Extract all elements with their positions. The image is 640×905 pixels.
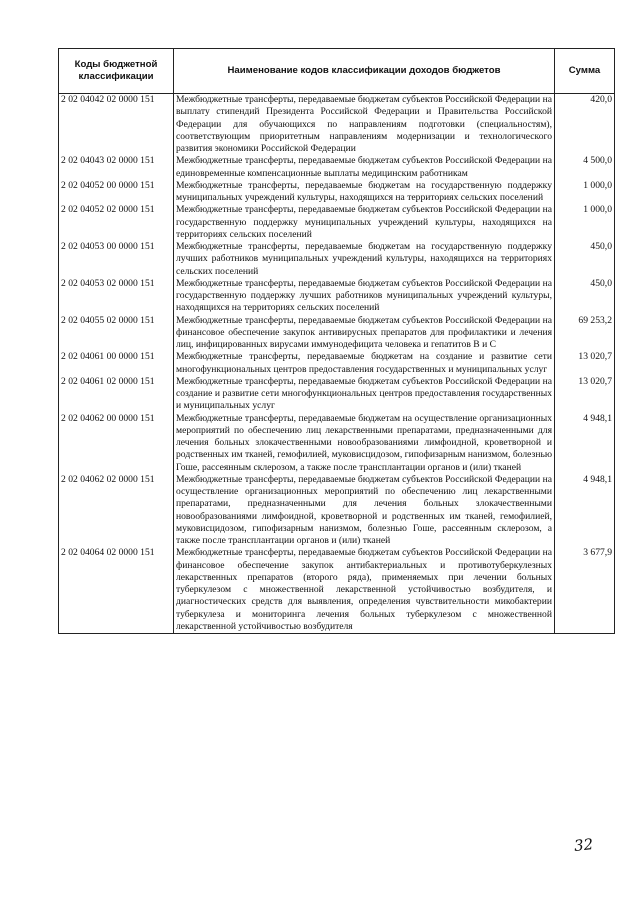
row-name: Межбюджетные трансферты, передаваемые бюджетам на государственную поддержку лучших работников муниципальных учреждений культуры, находящихся на территориях сельских поселений — [174, 241, 555, 278]
table-header-row — [59, 49, 615, 94]
row-code: 2 02 04052 00 0000 151 — [59, 180, 174, 205]
row-sum: 1 000,0 — [555, 180, 615, 205]
row-code: 2 02 04042 02 0000 151 — [59, 94, 174, 156]
row-sum: 450,0 — [555, 278, 615, 315]
row-name: Межбюджетные трансферты, передаваемые бюджетам субъектов Российской Федерации на выплату стипендий Президента Российской Федерации и Правительства Российской Федерации для обучающихся по направлениям подготовки (специальностям), соответствующим приоритетным направлениям модернизации и технологического развития экономики Российской Федерации — [174, 94, 555, 156]
page-number: 32 — [573, 835, 594, 855]
row-sum: 13 020,7 — [555, 351, 615, 376]
row-sum: 69 253,2 — [555, 315, 615, 352]
row-name: Межбюджетные трансферты, передаваемые бюджетам субъектов Российской Федерации на создание и развитие сети многофункциональных центров предоставления государственных и муниципальных услуг — [174, 376, 555, 413]
row-name: Межбюджетные трансферты, передаваемые бюджетам субъектов Российской Федерации на единовременные компенсационные выплаты медицинским работникам — [174, 155, 555, 180]
row-name: Межбюджетные трансферты, передаваемые бюджетам субъектов Российской Федерации на финансовое обеспечение закупок антибактериальных и противотуберкулезных лекарственных препаратов (второго ряда), применяемых при лечении больных туберкулезом с множественной лекарственной устойчивостью возбудителя, и диагностических средств для выявления, определения чувствительности микобактерии туберкулеза и мониторинга лечения больных туберкулезом с множественной лекарственной устойчивостью возбудителя — [174, 547, 555, 633]
row-code: 2 02 04064 02 0000 151 — [59, 547, 174, 633]
row-sum: 4 948,1 — [555, 474, 615, 548]
table-row — [59, 204, 615, 241]
header-code: Коды бюджетной классификации — [59, 49, 174, 94]
row-sum: 420,0 — [555, 94, 615, 156]
row-sum: 450,0 — [555, 241, 615, 278]
row-code: 2 02 04052 02 0000 151 — [59, 204, 174, 241]
row-code: 2 02 04053 02 0000 151 — [59, 278, 174, 315]
header-name: Наименование кодов классификации доходов бюджетов — [174, 49, 555, 94]
table-row — [59, 278, 615, 315]
row-code: 2 02 04043 02 0000 151 — [59, 155, 174, 180]
row-code: 2 02 04062 02 0000 151 — [59, 474, 174, 548]
row-sum: 4 500,0 — [555, 155, 615, 180]
header-sum: Сумма — [555, 49, 615, 94]
row-code: 2 02 04061 00 0000 151 — [59, 351, 174, 376]
table-row — [59, 241, 615, 278]
row-name: Межбюджетные трансферты, передаваемые бюджетам на государственную поддержку муниципальных учреждений культуры, находящихся на территориях сельских поселений — [174, 180, 555, 205]
row-name: Межбюджетные трансферты, передаваемые бюджетам субъектов Российской Федерации на государственную поддержку муниципальных учреждений культуры, находящихся на территориях сельских поселений — [174, 204, 555, 241]
row-code: 2 02 04055 02 0000 151 — [59, 315, 174, 352]
table-row — [59, 94, 615, 156]
table-row — [59, 180, 615, 205]
table-row — [59, 547, 615, 633]
row-name: Межбюджетные трансферты, передаваемые бюджетам субъектов Российской Федерации на государственную поддержку лучших работников муниципальных учреждений культуры, находящихся на территориях сельских поселений — [174, 278, 555, 315]
row-name: Межбюджетные трансферты, передаваемые бюджетам на создание и развитие сети многофункциональных центров предоставления государственных и муниципальных услуг — [174, 351, 555, 376]
row-sum: 1 000,0 — [555, 204, 615, 241]
table-row — [59, 376, 615, 413]
row-code: 2 02 04053 00 0000 151 — [59, 241, 174, 278]
row-code: 2 02 04061 02 0000 151 — [59, 376, 174, 413]
table-row — [59, 155, 615, 180]
table-row — [59, 351, 615, 376]
row-name: Межбюджетные трансферты, передаваемые бюджетам субъектов Российской Федерации на финансовое обеспечение закупок антивирусных препаратов для профилактики и лечения лиц, инфицированных вирусами иммунодефицита человека и гепатитов В и С — [174, 315, 555, 352]
row-name: Межбюджетные трансферты, передаваемые бюджетам на осуществление организационных мероприятий по обеспечению лиц лекарственными препаратами, предназначенными для лечения больных злокачественными новообразованиями лимфоидной, кроветворной и родственных им тканей, гемофилией, муковисцидозом, гипофизарным нанизмом, болезнью Гоше, рассеянным склерозом, а также после трансплантации органов и (или) тканей — [174, 413, 555, 474]
row-sum: 13 020,7 — [555, 376, 615, 413]
row-sum: 4 948,1 — [555, 413, 615, 474]
row-sum: 3 677,9 — [555, 547, 615, 633]
table-row — [59, 474, 615, 548]
table-body — [59, 94, 615, 634]
row-code: 2 02 04062 00 0000 151 — [59, 413, 174, 474]
table-row — [59, 413, 615, 474]
row-name: Межбюджетные трансферты, передаваемые бюджетам субъектов Российской Федерации на осуществление организационных мероприятий по обеспечению лиц лекарственными препаратами, предназначенными для лечения больных злокачественными новообразованиями лимфоидной, кроветворной и родственных им тканей, гемофилией, муковисцидозом, гипофизарным нанизмом, болезнью Гоше, рассеянным склерозом, а также после трансплантации органов и (или) тканей — [174, 474, 555, 548]
table-row — [59, 315, 615, 352]
budget-revenue-table — [58, 48, 615, 634]
